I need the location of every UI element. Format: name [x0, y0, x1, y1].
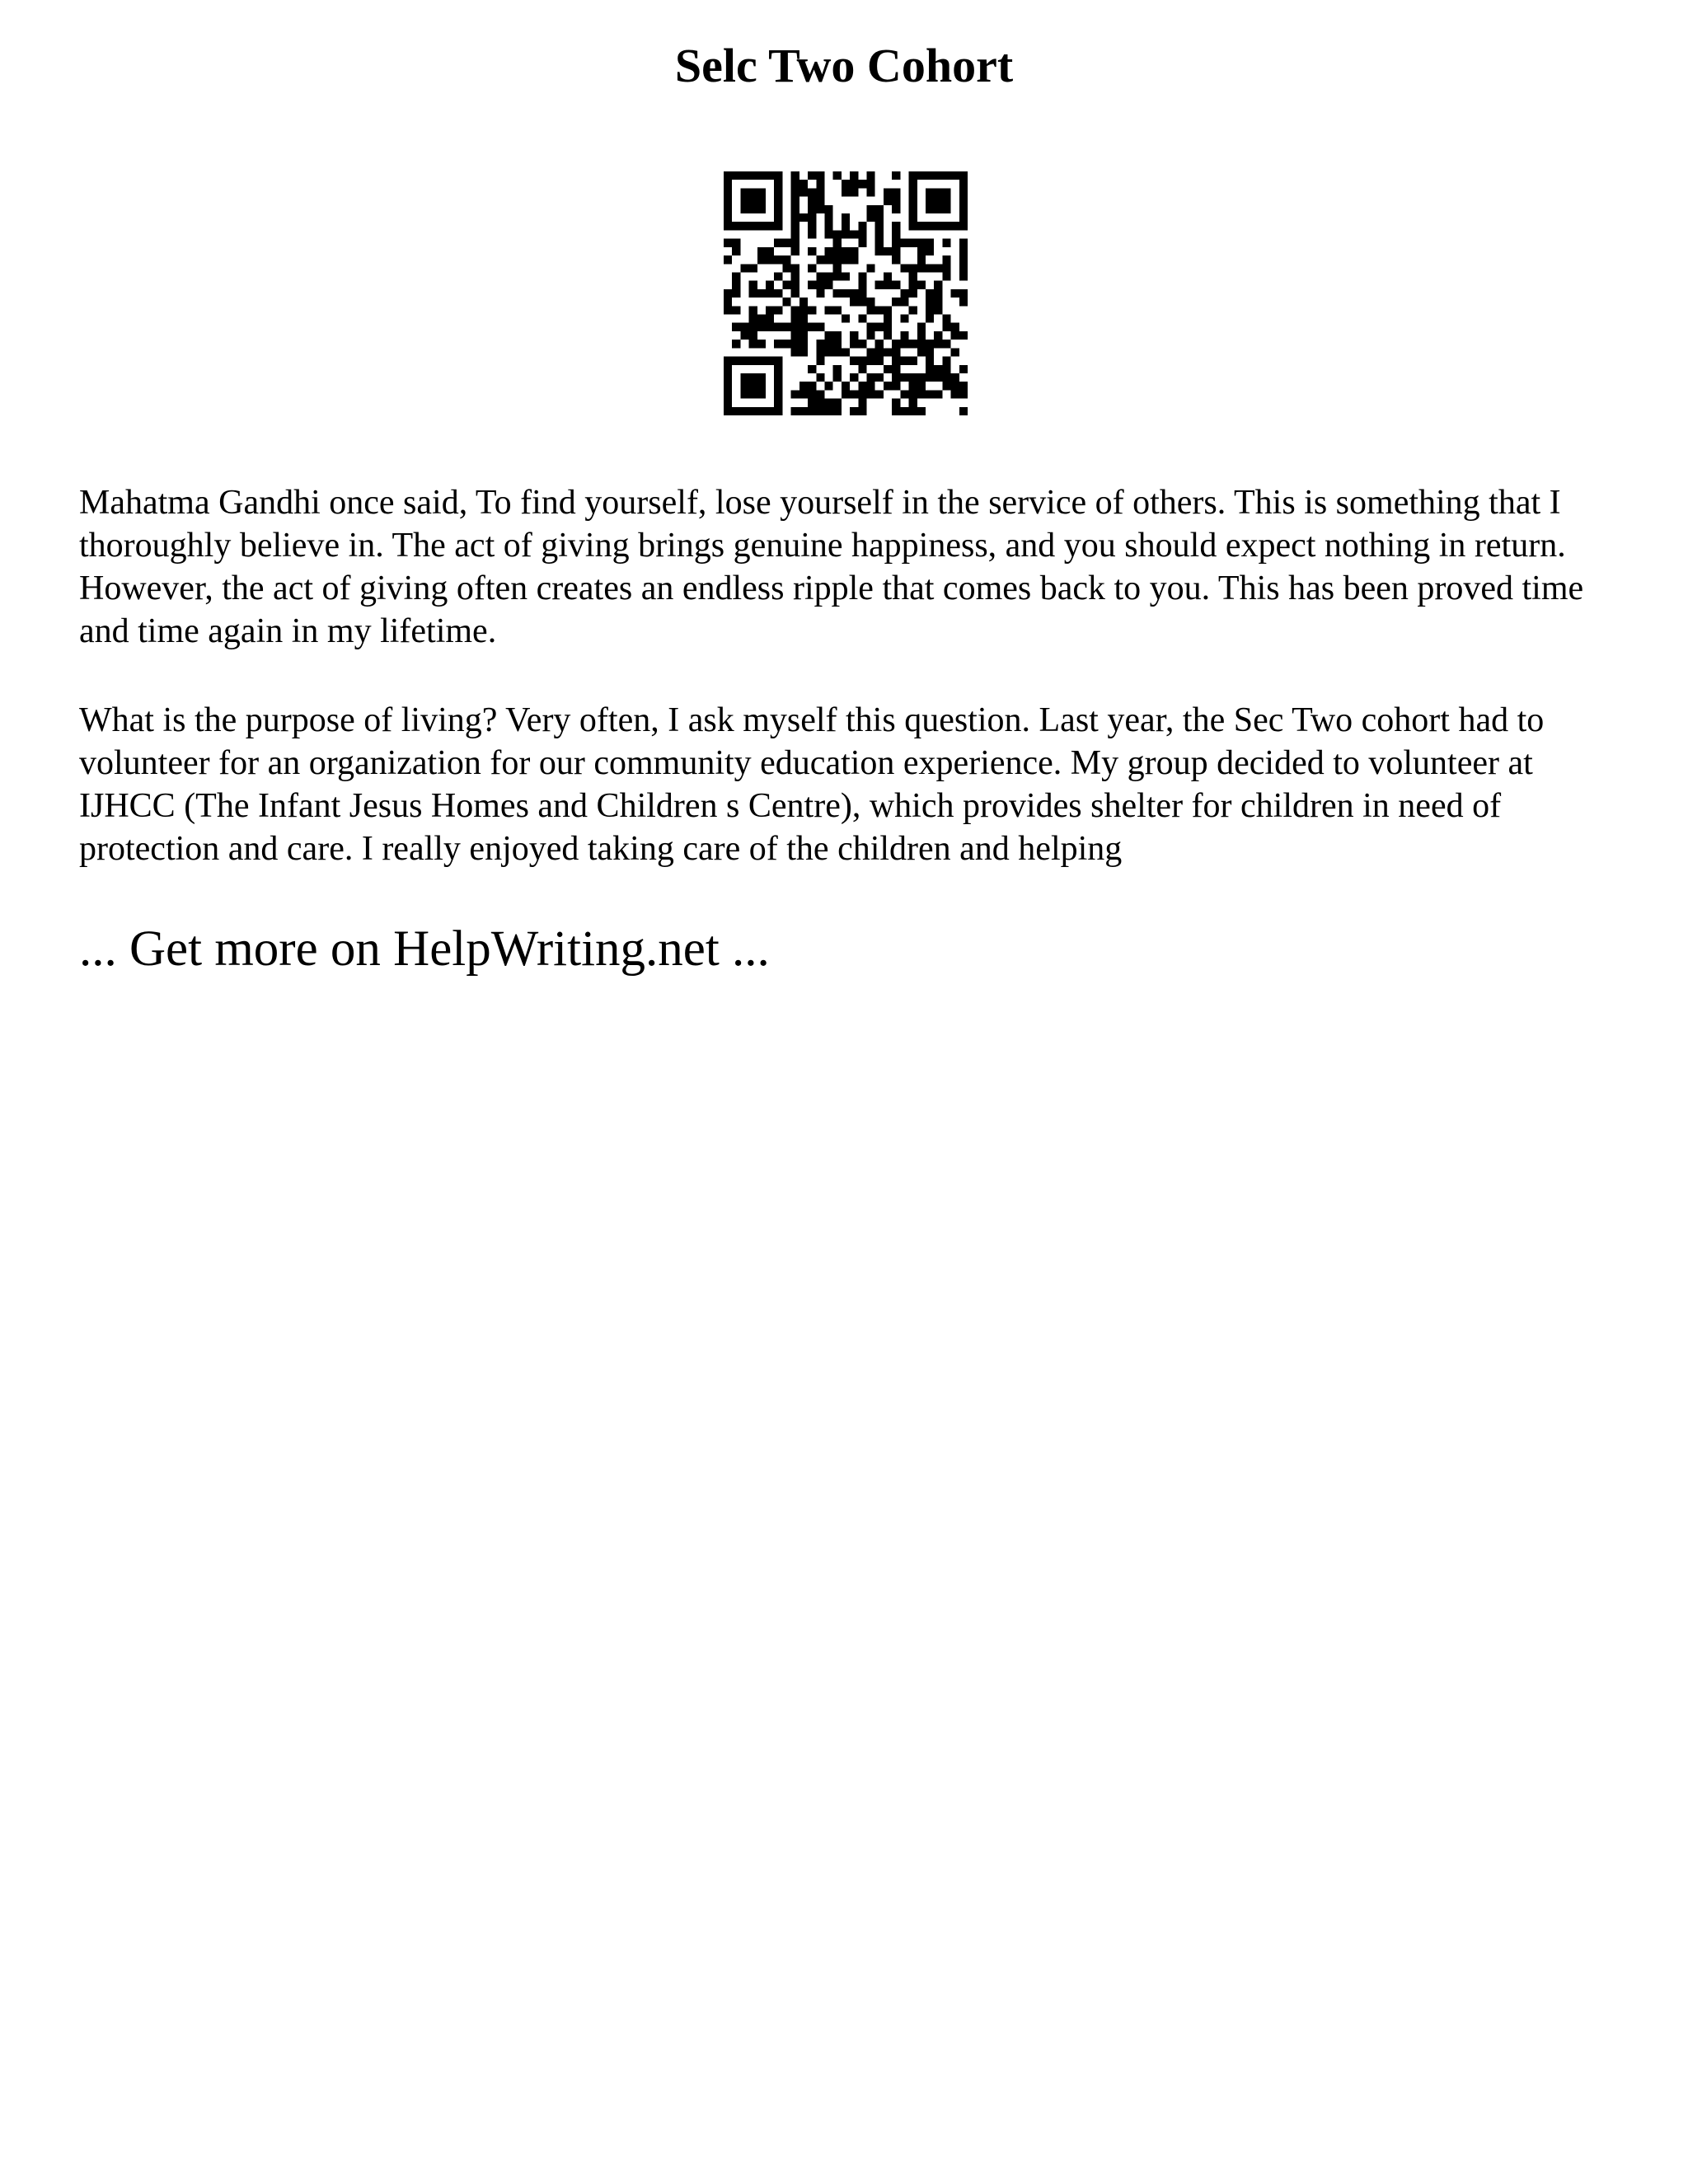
qr-code-graphic — [724, 171, 968, 415]
get-more-link[interactable]: ... Get more on HelpWriting.net ... — [79, 921, 770, 977]
body-paragraph-1: Mahatma Gandhi once said, To find yourself, lose yourself in the service of others. This is something that I thoroughly believe in. The act of giving brings genuine happiness, and you should expect nothing in return. However, the act of giving often creates an endless ripple that comes back to you. This has been proved time and time again in my lifetime. — [79, 484, 1584, 650]
page-title: Selc Two Cohort — [674, 39, 1014, 92]
body-paragraph-2: What is the purpose of living? Very often, I ask myself this question. Last year, the Sec Two cohort had to volunteer for an organization for our community education experience. My group decided to volunteer at IJHCC (The Infant Jesus Homes and Children s Centre), which provides shelter for children in need of protection and care. I really enjoyed taking care of the children and helping — [79, 701, 1545, 868]
qr-code-icon[interactable] — [724, 171, 968, 415]
